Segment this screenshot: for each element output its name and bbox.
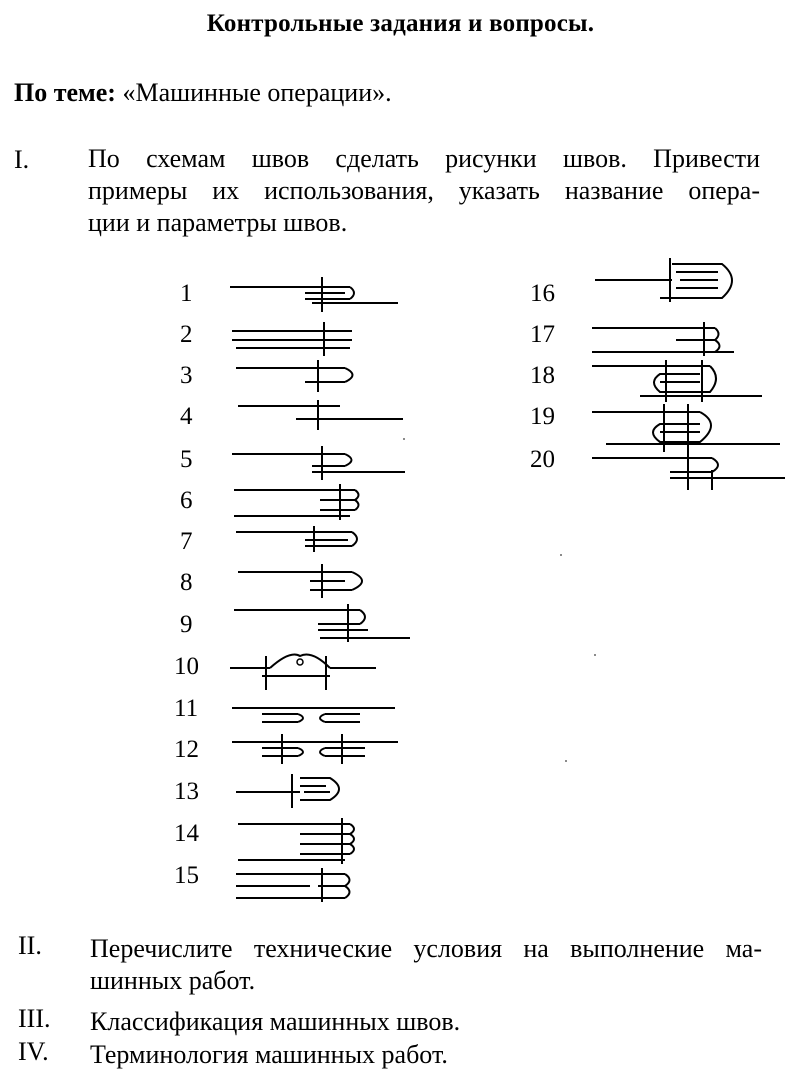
task-1-line-2: примеры их использования, указать название опера- (88, 176, 760, 205)
task-4-numeral: IV. (18, 1037, 49, 1066)
scheme-number-9: 9 (180, 611, 193, 638)
scheme-number-20: 20 (530, 446, 555, 473)
scheme-number-14: 14 (174, 820, 199, 847)
task-3-text: Классификация машинных швов. (90, 1007, 461, 1036)
seam-scheme-7 (236, 526, 357, 552)
seam-scheme-1 (230, 277, 398, 312)
scan-speck (565, 760, 567, 762)
scheme-number-13: 13 (174, 778, 199, 805)
seam-scheme-8 (238, 564, 362, 598)
seam-scheme-13 (236, 774, 339, 808)
scheme-number-12: 12 (174, 736, 199, 763)
scheme-number-15: 15 (174, 862, 199, 889)
scheme-number-7: 7 (180, 528, 193, 555)
scheme-number-19: 19 (530, 403, 555, 430)
task-2-line-1: Перечислите технические условия на выполнение ма- (90, 934, 762, 963)
topic-value: «Машинные операции». (122, 78, 392, 107)
scheme-number-5: 5 (180, 446, 193, 473)
scheme-number-18: 18 (530, 362, 555, 389)
scan-speck (403, 438, 405, 440)
page-title: Контрольные задания и вопросы. (206, 10, 595, 37)
scheme-number-6: 6 (180, 487, 193, 514)
task-2-text (90, 933, 762, 997)
task-2-numeral: II. (18, 931, 42, 960)
scheme-number-8: 8 (180, 569, 193, 596)
seam-scheme-3 (236, 360, 353, 392)
seam-scheme-19 (592, 404, 780, 452)
scheme-number-11: 11 (174, 695, 199, 722)
scheme-number-16: 16 (530, 280, 555, 307)
topic-label: По теме: (14, 78, 116, 107)
task-4-text: Терминология машинных работ. (90, 1040, 448, 1069)
seam-scheme-18 (592, 360, 762, 402)
scan-speck (560, 554, 562, 556)
scheme-number-3: 3 (180, 362, 193, 389)
scheme-number-10: 10 (174, 653, 199, 680)
task-3-numeral: III. (18, 1004, 51, 1033)
seam-scheme-10 (230, 655, 376, 691)
scheme-number-1: 1 (180, 280, 193, 307)
task-1-numeral: I. (14, 145, 30, 174)
seam-scheme-15 (236, 868, 350, 902)
task-1-line-3: ции и параметры швов. (88, 208, 348, 237)
seam-scheme-4 (238, 400, 403, 430)
seam-scheme-11 (232, 708, 395, 722)
scheme-number-2: 2 (180, 321, 193, 348)
seam-scheme-5 (232, 446, 405, 480)
task-2-line-2: шинных работ. (90, 966, 256, 995)
seam-scheme-2 (232, 322, 352, 356)
seam-scheme-20 (592, 452, 785, 490)
seam-scheme-6 (234, 484, 359, 520)
seam-scheme-9 (234, 604, 410, 642)
seam-scheme-17 (592, 322, 734, 356)
scan-speck (594, 654, 596, 656)
scheme-number-4: 4 (180, 403, 193, 430)
seam-scheme-16 (595, 258, 732, 302)
scheme-number-17: 17 (530, 321, 555, 348)
task-1-line-1: По схемам швов сделать рисунки швов. Привести (88, 144, 760, 173)
seam-scheme-14 (238, 818, 354, 864)
seam-scheme-12 (232, 734, 398, 764)
